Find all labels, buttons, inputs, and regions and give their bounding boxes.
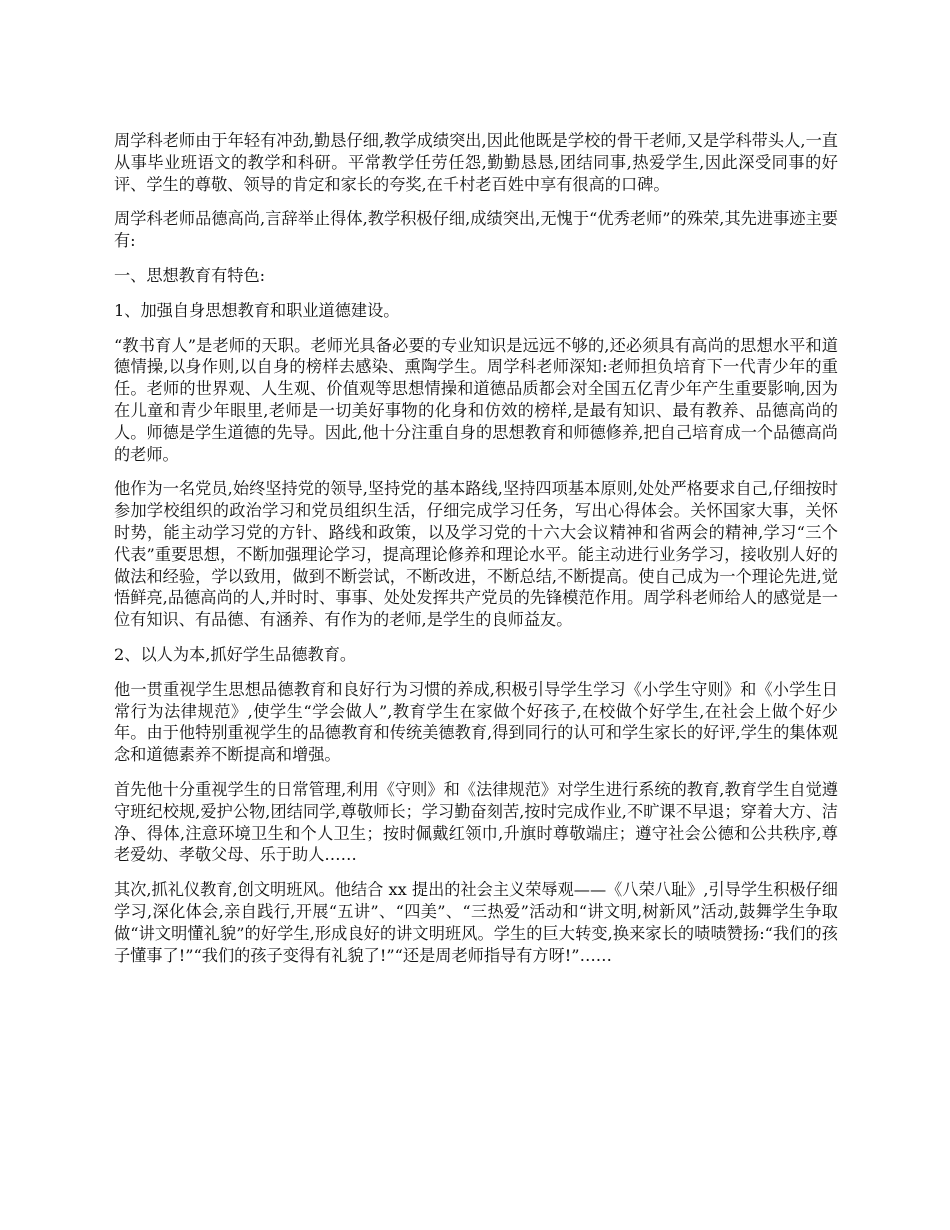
subheading-moral-education: 2、以人为本,抓好学生品德教育。	[114, 644, 357, 664]
paragraph-summary: 周学科老师品德高尚,言辞举止得体,教学积极仔细,成绩突出,无愧于“优秀老师”的殊荣,其先进事迹主要有:	[114, 209, 838, 251]
paragraph-etiquette: 其次,抓礼仪教育,创文明班风。他结合 xx 提出的社会主义荣辱观——《八荣八耻》,引导学生积极仔细学习,深化体会,亲自践行,开展“五讲”、“四美”、“三热爱”活动和“讲文明,树新风”活动,鼓舞学生争取做“讲文明懂礼貌”的好学生,形成良好的讲文明班风。学生的巨大转变,换来家长的啧啧赞扬:“我们的孩子懂事了!”“我们的孩子变得有礼貌了!”“还是周老师指导有方呀!”……	[114, 880, 838, 965]
paragraph-party-member: 他作为一名党员,始终坚持党的领导,坚持党的基本路线,坚持四项基本原则,处处严格要求自己,仔细按时参加学校组织的政治学习和党员组织生活，仔细完成学习任务，写出心得体会。关怀国家大事，关怀时势，能主动学习党的方针、路线和政策，以及学习党的十六大会议精神和省两会的精神,学习“三个代表”重要思想，不断加强理论学习，提高理论修养和理论水平。能主动进行业务学习，接收别人好的做法和经验，学以致用，做到不断尝试，不断改进，不断总结,不断提高。使自己成为一个理论先进,觉悟鲜亮,品德高尚的人,并时时、事事、处处发挥共产党员的先锋模范作用。周学科老师给人的感觉是一位有知识、有品德、有涵养、有作为的老师,是学生的良师益友。	[114, 479, 838, 630]
paragraph-intro: 周学科老师由于年轻有冲劲,勤恳仔细,教学成绩突出,因此他既是学校的骨干老师,又是学科带头人,一直从事毕业班语文的教学和科研。平常教学任劳任怨,勤勤恳恳,团结同事,热爱学生,因此深受同事的好评、学生的尊敬、领导的肯定和家长的夸奖,在千村老百姓中享有很高的口碑。	[114, 131, 838, 194]
document-body	[114, 130, 838, 979]
subheading-self-education: 1、加强自身思想教育和职业道德建设。	[114, 300, 400, 320]
paragraph-teacher-duty: “教书育人”是老师的天职。老师光具备必要的专业知识是远远不够的,还必须具有高尚的思想水平和道德情操,以身作则,以自身的榜样去感染、熏陶学生。周学科老师深知:老师担负培育下一代青少年的重任。老师的世界观、人生观、价值观等思想情操和道德品质都会对全国五亿青少年产生重要影响,因为在儿童和青少年眼里,老师是一切美好事物的化身和仿效的榜样,是最有知识、最有教养、品德高尚的人。师德是学生道德的先导。因此,他十分注重自身的思想教育和师德修养,把自己培育成一个品德高尚的老师。	[114, 335, 838, 464]
paragraph-daily-management: 首先他十分重视学生的日常管理,利用《守则》和《法律规范》对学生进行系统的教育,教育学生自觉遵守班纪校规,爱护公物,团结同学,尊敬师长；学习勤奋刻苦,按时完成作业,不旷课不早退；穿着大方、洁净、得体,注意环境卫生和个人卫生；按时佩戴红领巾,升旗时尊敬端庄；遵守社会公德和公共秩序,尊老爱幼、孝敬父母、乐于助人……	[114, 779, 838, 865]
section-heading-ideology: 一、思想教育有特色:	[114, 265, 266, 285]
paragraph-habits: 他一贯重视学生思想品德教育和良好行为习惯的养成,积极引导学生学习《小学生守则》和《小学生日常行为法律规范》,使学生“学会做人”,教育学生在家做个好孩子,在校做个好学生,在社会上做个好少年。由于他特别重视学生的品德教育和传统美德教育,得到同行的认可和学生家长的好评,学生的集体观念和道德素养不断提高和增强。	[114, 679, 838, 765]
